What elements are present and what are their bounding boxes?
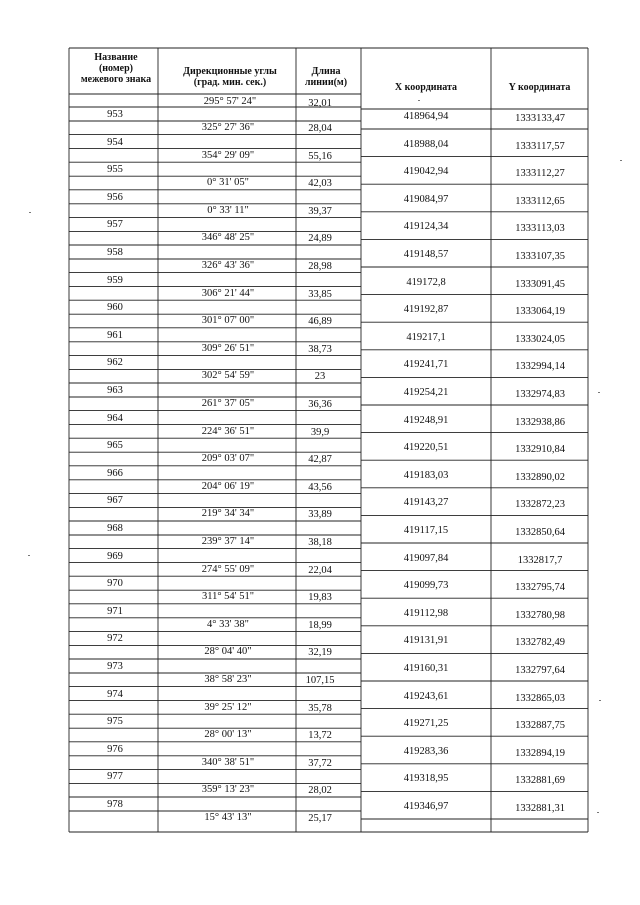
x-coordinate: 418988,04 <box>403 138 449 150</box>
x-coordinate: 419217,1 <box>406 331 446 343</box>
line-length: 39,9 <box>310 426 330 438</box>
x-coordinate: 419192,87 <box>403 304 449 316</box>
direction-angle: 239° 37' 14" <box>201 536 255 547</box>
direction-angle: 354° 29' 09" <box>201 149 255 161</box>
line-length: 107,15 <box>305 675 335 686</box>
mark-number: 967 <box>107 495 123 507</box>
line-length: 39,37 <box>308 205 332 217</box>
x-coordinate: 419097,84 <box>403 552 449 564</box>
mark-number: 974 <box>107 688 123 700</box>
x-coordinate: 419183,03 <box>403 469 449 481</box>
x-coordinate: 419143,27 <box>403 497 449 509</box>
line-length: 33,85 <box>308 288 332 300</box>
y-coordinate: 1333091,45 <box>515 278 565 290</box>
scan-speck <box>28 555 30 556</box>
mark-number: 976 <box>107 743 123 755</box>
mark-number: 955 <box>107 164 123 176</box>
line-length: 28,98 <box>308 261 332 272</box>
line-length: 35,78 <box>308 702 332 714</box>
direction-angle: 359° 13' 23" <box>201 784 255 796</box>
mark-number: 966 <box>107 467 123 479</box>
mark-number: 972 <box>107 633 123 645</box>
x-coordinate: 419117,15 <box>403 525 449 536</box>
y-coordinate: 1333113,03 <box>515 223 565 235</box>
y-coordinate: 1332894,19 <box>515 747 565 759</box>
mark-number: 971 <box>107 605 123 617</box>
header-line-length: Длина линии(м) <box>304 66 348 88</box>
y-coordinate: 1332881,69 <box>515 775 565 787</box>
direction-angle: 224° 36' 51" <box>201 425 255 437</box>
y-coordinate: 1332872,23 <box>515 499 565 511</box>
mark-number: 964 <box>107 412 123 424</box>
line-length: 23 <box>314 371 326 383</box>
line-length: 33,89 <box>308 509 332 521</box>
y-coordinate: 1333117,57 <box>515 140 565 152</box>
mark-number: 957 <box>107 219 123 231</box>
direction-angle: 302° 54' 59" <box>201 370 255 382</box>
mark-number: 959 <box>107 274 123 286</box>
x-coordinate: 419124,34 <box>403 221 449 233</box>
y-coordinate: 1332994,14 <box>515 361 565 373</box>
line-length: 43,56 <box>308 481 332 493</box>
direction-angle: 261° 37' 05" <box>201 398 255 409</box>
direction-angle: 346° 48' 25" <box>201 232 255 244</box>
y-coordinate: 1332795,74 <box>515 582 565 594</box>
x-coordinate: 419243,61 <box>403 690 449 702</box>
y-coordinate: 1332938,86 <box>515 416 565 428</box>
x-coordinate: 419099,73 <box>403 580 449 592</box>
direction-angle: 39° 25' 12" <box>204 701 252 713</box>
x-coordinate: 419283,36 <box>403 745 449 757</box>
direction-angle: 274° 55' 09" <box>201 563 255 575</box>
direction-angle: 28° 04' 40" <box>204 646 252 658</box>
mark-number: 969 <box>107 550 123 562</box>
mark-number: 965 <box>107 440 123 452</box>
y-coordinate: 1332910,84 <box>515 444 565 456</box>
mark-number: 962 <box>107 357 123 369</box>
mark-number: 960 <box>107 302 123 314</box>
line-length: 42,87 <box>308 454 332 466</box>
x-coordinate: 419346,97 <box>403 801 449 812</box>
first-segment-angle: 295° 57' 24" <box>203 96 257 107</box>
x-coordinate: 419084,97 <box>403 193 449 205</box>
x-coordinate: 419318,95 <box>403 773 449 785</box>
mark-number: 975 <box>107 716 123 728</box>
direction-angle: 204° 06' 19" <box>201 480 255 492</box>
line-length: 36,36 <box>308 399 332 410</box>
header-x-coordinate: X координата <box>394 82 458 93</box>
direction-angle: 28° 00' 13" <box>204 729 252 741</box>
y-coordinate: 1332817,7 <box>517 554 563 566</box>
y-coordinate: 1332890,02 <box>515 471 565 483</box>
header-y-coordinate: Y координата <box>508 82 571 93</box>
line-length: 25,17 <box>308 813 332 824</box>
y-coordinate: 1333064,19 <box>515 306 565 318</box>
line-length: 28,04 <box>308 123 332 134</box>
mark-number: 973 <box>107 661 123 672</box>
x-coordinate: 419248,91 <box>403 414 449 426</box>
y-coordinate: 1333112,65 <box>515 195 565 207</box>
direction-angle: 0° 33' 11" <box>207 204 249 216</box>
direction-angle: 325° 27' 36" <box>201 122 255 133</box>
line-length: 55,16 <box>308 150 332 162</box>
line-length: 24,89 <box>308 233 332 245</box>
y-coordinate: 1333133,47 <box>515 113 565 124</box>
direction-angle: 340° 38' 51" <box>201 756 255 768</box>
direction-angle: 326° 43' 36" <box>201 260 255 271</box>
line-length: 18,99 <box>308 619 332 631</box>
mark-number: 954 <box>107 136 123 148</box>
x-coordinate: 419160,31 <box>403 663 449 674</box>
x-coordinate: 419271,25 <box>403 718 449 730</box>
y-coordinate: 1332797,64 <box>515 665 565 676</box>
x-coordinate: 419042,94 <box>403 166 449 178</box>
y-coordinate: 1333107,35 <box>515 251 565 262</box>
x-coordinate: 419241,71 <box>403 359 449 371</box>
direction-angle: 309° 26' 51" <box>201 342 255 354</box>
y-coordinate: 1332881,31 <box>515 803 565 814</box>
y-coordinate: 1332850,64 <box>515 527 565 538</box>
mark-number: 953 <box>107 109 123 120</box>
direction-angle: 301° 07' 00" <box>201 315 255 327</box>
direction-angle: 311° 54' 51" <box>202 591 254 603</box>
x-coordinate: 419112,98 <box>403 607 449 619</box>
x-coordinate: 419172,8 <box>406 276 446 288</box>
y-coordinate: 1332780,98 <box>515 609 565 621</box>
direction-angle: 0° 31' 05" <box>207 177 249 189</box>
x-coordinate: 419131,91 <box>403 635 449 647</box>
mark-number: 956 <box>107 191 123 203</box>
mark-number: 968 <box>107 523 123 534</box>
direction-angle: 219° 34' 34" <box>201 508 255 520</box>
scan-speck <box>597 812 599 813</box>
x-coordinate: 419220,51 <box>403 442 449 454</box>
x-coordinate: 419148,57 <box>403 249 449 260</box>
y-coordinate: 1333112,27 <box>515 168 565 180</box>
scan-speck <box>29 212 31 213</box>
x-coordinate: 419254,21 <box>403 387 449 398</box>
y-coordinate: 1332974,83 <box>515 389 565 400</box>
y-coordinate: 1333024,05 <box>515 333 565 345</box>
mark-number: 977 <box>107 771 123 783</box>
direction-angle: 306° 21' 44" <box>201 287 255 299</box>
line-length: 38,18 <box>308 537 332 548</box>
x-coordinate: 418964,94 <box>403 111 449 122</box>
mark-number: 963 <box>107 385 123 396</box>
mark-number: 978 <box>107 799 123 810</box>
line-length: 42,03 <box>308 178 332 190</box>
mark-number: 970 <box>107 578 123 590</box>
header-mark-name: Название (номер) межевого знака <box>80 52 152 85</box>
y-coordinate: 1332865,03 <box>515 692 565 704</box>
scan-speck <box>598 392 600 393</box>
y-coordinate: 1332782,49 <box>515 637 565 649</box>
line-length: 32,19 <box>308 647 332 659</box>
first-segment-length: 32,01 <box>308 98 332 109</box>
y-coordinate: 1332887,75 <box>515 720 565 732</box>
line-length: 38,73 <box>308 343 332 355</box>
direction-angle: 38° 58' 23" <box>204 674 252 685</box>
line-length: 19,83 <box>308 592 332 604</box>
scan-speck <box>599 700 601 701</box>
scan-speck <box>620 160 622 161</box>
direction-angle: 4° 33' 38" <box>207 618 249 630</box>
line-length: 37,72 <box>308 757 332 769</box>
line-length: 22,04 <box>308 564 332 576</box>
direction-angle: 209° 03' 07" <box>201 453 255 465</box>
line-length: 46,89 <box>308 316 332 328</box>
header-direction-angles: Дирекционные углы (град. мин. сек.) <box>183 66 277 88</box>
scan-speck <box>418 100 420 101</box>
mark-number: 958 <box>107 247 123 258</box>
direction-angle: 15° 43' 13" <box>204 812 252 823</box>
mark-number: 961 <box>107 329 123 341</box>
line-length: 13,72 <box>308 730 332 742</box>
line-length: 28,02 <box>308 785 332 797</box>
